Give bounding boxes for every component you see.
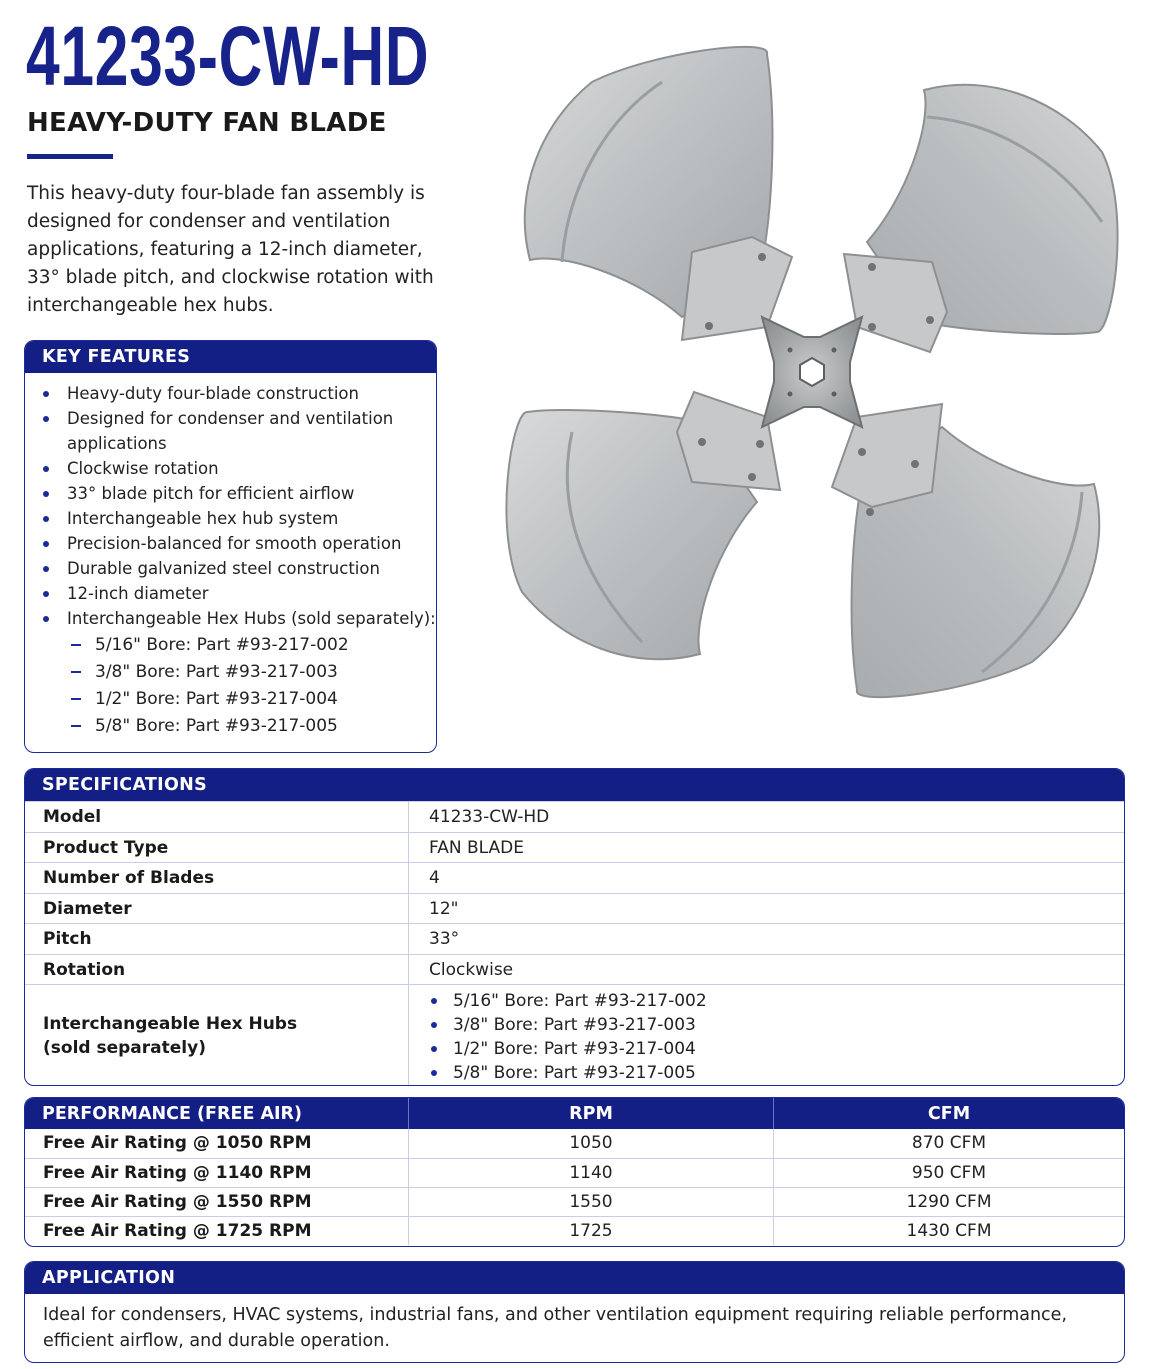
rating-label: Free Air Rating @ 1050 RPM [25,1129,409,1158]
hub-sub-item [43,713,436,739]
hub-spider [762,317,862,427]
list-item [43,506,436,531]
list-item [43,481,436,506]
table-row [25,801,1124,832]
table-row [25,1129,1124,1158]
rating-label: Free Air Rating @ 1725 RPM [25,1217,409,1245]
key-features-panel [24,340,437,753]
spec-key: Diameter [25,894,409,924]
cfm-column-header: CFM [927,1104,971,1124]
table-row [25,893,1124,924]
title-divider [27,154,113,159]
spec-key: Model [25,802,409,832]
hub-text: 5/8" Bore: Part #93-217-005 [95,716,338,736]
hub-text: 1/2" Bore: Part #93-217-004 [453,1039,696,1059]
feature-text: Designed for condenser and ventilation applications [67,409,394,453]
blade-top-right [844,85,1118,352]
feature-list [25,373,436,739]
table-row [25,832,1124,863]
rpm-value: 1050 [409,1129,774,1158]
table-row [25,862,1124,893]
hubs-key-line2: (sold separately) [43,1037,206,1058]
list-item [43,556,436,581]
blade-top-left [525,47,792,340]
performance-heading: PERFORMANCE (FREE AIR) [25,1098,409,1129]
hubs-key-line1: Interchangeable Hex Hubs [43,1013,298,1034]
rpm-column-header: RPM [409,1098,774,1129]
dash-icon [71,725,81,727]
list-item [429,1061,707,1085]
bullet-icon [431,1022,437,1028]
bullet-icon [43,416,49,422]
spec-key: Rotation [25,955,409,985]
spec-value: 4 [429,868,440,888]
list-item [429,1037,707,1061]
spec-key: Pitch [25,924,409,954]
application-text: Ideal for condensers, HVAC systems, industrial fans, and other ventilation equipment requiring reliable performance, efficient airflow, and durable operation. [43,1305,1068,1351]
feature-text: Clockwise rotation [67,459,219,478]
hub-text: 5/16" Bore: Part #93-217-002 [453,991,707,1011]
hub-text: 5/16" Bore: Part #93-217-002 [95,635,349,655]
list-item [429,1013,707,1037]
list-item [43,456,436,481]
rpm-value: 1550 [409,1188,774,1216]
bullet-icon [43,591,49,597]
list-item [43,606,436,631]
bullet-icon [43,466,49,472]
feature-text: Interchangeable hex hub system [67,509,339,528]
bullet-icon [431,1070,437,1076]
spec-value [409,985,707,1086]
spec-value: 33° [429,929,460,949]
hub-text: 5/8" Bore: Part #93-217-005 [453,1063,696,1083]
table-row [25,923,1124,954]
hub-text: 3/8" Bore: Part #93-217-003 [453,1015,696,1035]
fan-blade-image [500,20,1125,725]
hub-sub-item [43,659,436,685]
rpm-value: 1140 [409,1159,774,1187]
feature-text: Heavy-duty four-blade construction [67,384,359,403]
rpm-value: 1725 [409,1217,774,1245]
feature-text: Interchangeable Hex Hubs (sold separately): [67,609,436,628]
rating-label: Free Air Rating @ 1140 RPM [25,1159,409,1187]
bullet-icon [43,566,49,572]
performance-panel [24,1097,1125,1247]
bullet-icon [431,1046,437,1052]
dash-icon [71,698,81,700]
hub-sub-item [43,686,436,712]
performance-header-row [25,1098,1124,1129]
spec-key [25,985,409,1086]
spec-key: Number of Blades [25,863,409,893]
hub-sub-item [43,632,436,658]
list-item [429,989,707,1013]
key-features-heading: KEY FEATURES [25,341,436,373]
cfm-value: 1290 CFM [906,1192,992,1212]
blade-bottom-right [832,404,1099,697]
dash-icon [71,671,81,673]
bullet-icon [43,541,49,547]
hub-text: 1/2" Bore: Part #93-217-004 [95,689,338,709]
specifications-heading: SPECIFICATIONS [25,769,1124,801]
bullet-icon [43,516,49,522]
spec-value: 12" [429,898,459,919]
table-row [25,1158,1124,1187]
list-item [43,381,436,406]
feature-text: 12-inch diameter [67,584,209,603]
hub-text: 3/8" Bore: Part #93-217-003 [95,662,338,682]
cfm-value: 950 CFM [911,1163,987,1183]
list-item [43,406,436,456]
table-row [25,954,1124,985]
product-title: 41233-CW-HD [26,9,430,103]
bullet-icon [43,491,49,497]
table-row [25,1216,1124,1245]
cfm-value: 1430 CFM [906,1221,992,1241]
blade-bottom-left [506,392,780,659]
application-heading: APPLICATION [25,1262,1124,1294]
list-item [43,531,436,556]
cfm-value: 870 CFM [911,1133,987,1153]
spec-value: 41233-CW-HD [429,807,550,827]
feature-text: 33° blade pitch for efficient airflow [67,484,355,503]
rating-label: Free Air Rating @ 1550 RPM [25,1188,409,1216]
product-subtitle: HEAVY-DUTY FAN BLADE [27,108,387,138]
bullet-icon [431,998,437,1004]
bullet-icon [43,616,49,622]
dash-icon [71,644,81,646]
spec-value: FAN BLADE [429,837,524,858]
table-row [25,984,1124,1086]
spec-key: Product Type [25,833,409,863]
feature-text: Precision-balanced for smooth operation [67,534,402,553]
feature-text: Durable galvanized steel construction [67,559,380,578]
bullet-icon [43,391,49,397]
application-panel [24,1261,1125,1363]
specifications-panel [24,768,1125,1086]
list-item [43,581,436,606]
spec-value: Clockwise [429,959,514,980]
table-row [25,1187,1124,1216]
product-description: This heavy-duty four-blade fan assembly is designed for condenser and ventilation applications, featuring a 12-inch diameter, 33° blade pitch, and clockwise rotation with interchangeable hex hubs. [27,183,434,316]
